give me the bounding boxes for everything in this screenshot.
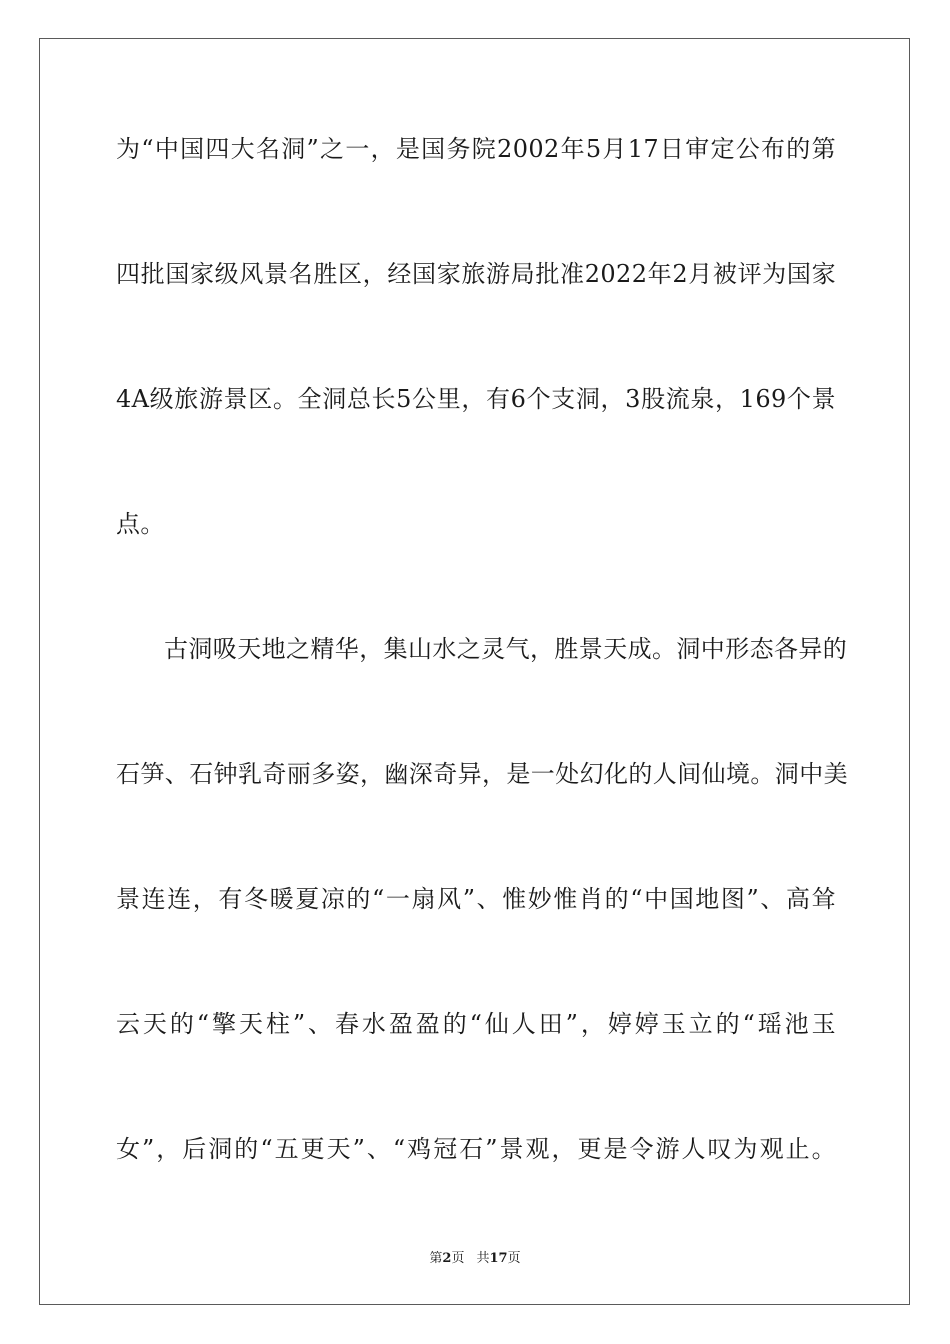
page-number: 2 xyxy=(442,1251,452,1266)
text-line: 四批国家级风景名胜区，经国家旅游局批准2022年2月被评为国家 xyxy=(116,260,836,288)
page-prefix: 第 xyxy=(429,1251,443,1266)
text-line: 石笋、石钟乳奇丽多姿，幽深奇异，是一处幻化的人间仙境。洞中美 xyxy=(116,760,848,788)
total-prefix: 共 xyxy=(476,1251,490,1266)
text-line: 景连连，有冬暖夏凉的“一扇风”、惟妙惟肖的“中国地图”、高耸 xyxy=(116,885,836,913)
text-line: 4A级旅游景区。全洞总长5公里，有6个支洞，3股流泉，169个景 xyxy=(116,385,836,413)
total-suffix: 页 xyxy=(507,1251,521,1266)
text-line: 古洞吸天地之精华，集山水之灵气，胜景天成。洞中形态各异的 xyxy=(164,635,848,663)
text-line: 为“中国四大名洞”之一，是国务院2002年5月17日审定公布的第 xyxy=(116,135,836,163)
page-footer xyxy=(0,1247,950,1266)
page-suffix: 页 xyxy=(451,1251,465,1266)
page-border xyxy=(39,38,910,1305)
text-line: 女”，后洞的“五更天”、“鸡冠石”景观，更是令游人叹为观止。 xyxy=(116,1135,836,1163)
text-line: 点。 xyxy=(116,510,165,538)
total-pages: 17 xyxy=(489,1251,508,1266)
text-line: 云天的“擎天柱”、春水盈盈的“仙人田”，婷婷玉立的“瑶池玉 xyxy=(116,1010,836,1038)
